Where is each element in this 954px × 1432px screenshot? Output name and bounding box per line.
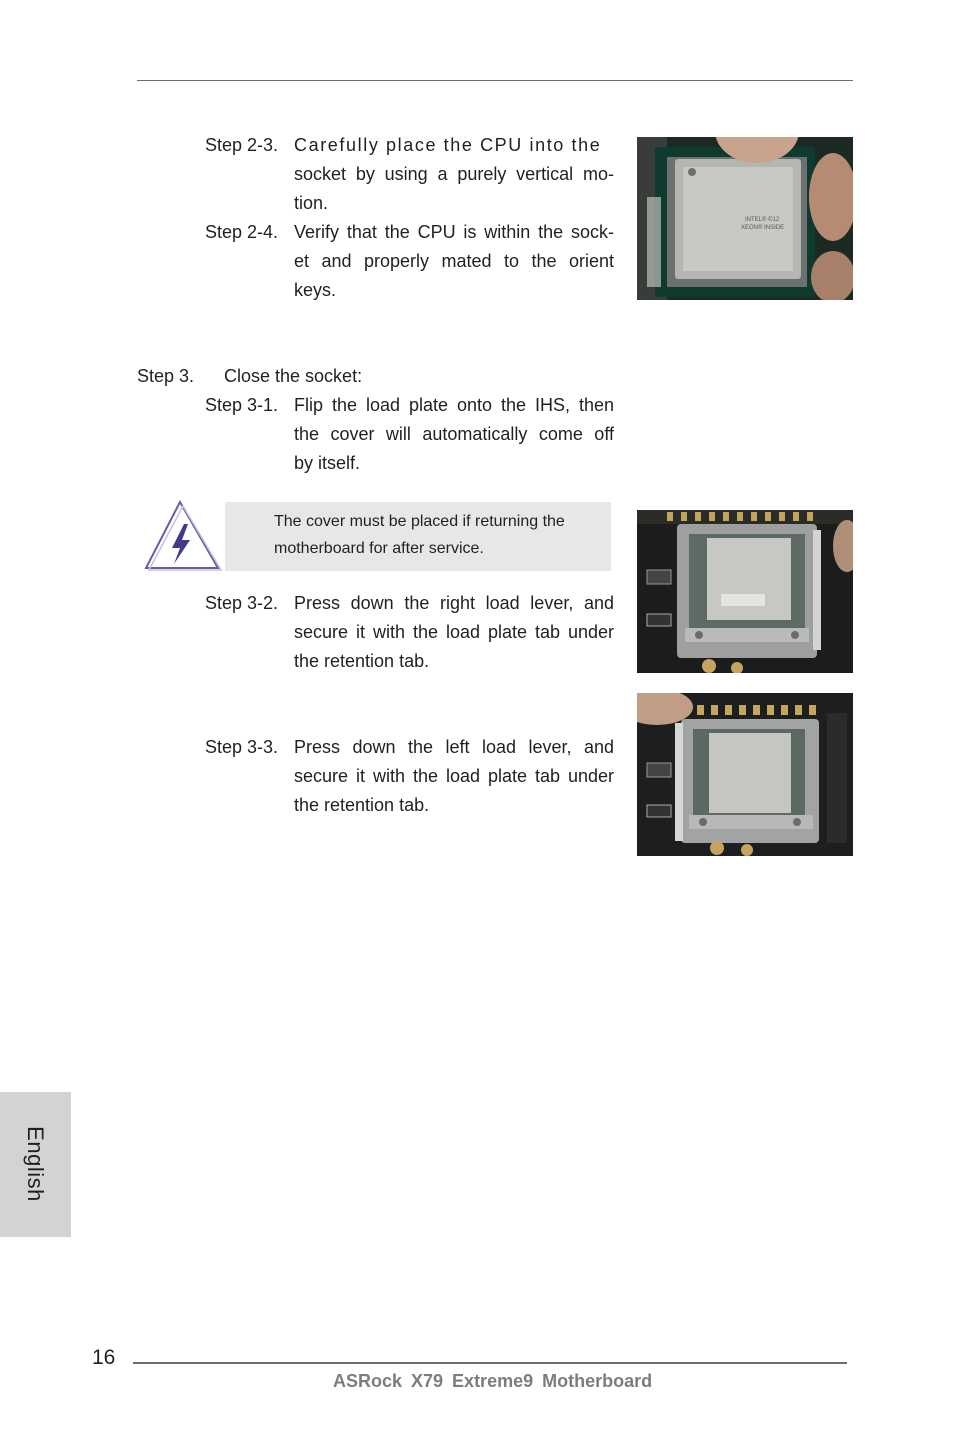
step-label: Step 2-4. [205, 222, 279, 242]
step-text-line: tion. [294, 193, 329, 213]
step-label: Step 3-1. [205, 395, 279, 415]
note-box [225, 502, 611, 571]
step-label: Step 3. [137, 366, 195, 386]
lightning-warning-triangle-icon [142, 498, 222, 574]
left-lever-photo [637, 693, 853, 856]
step-text-line: secure it with the load plate tab under [294, 766, 614, 786]
footer-rule [133, 1362, 847, 1364]
language-tab-label: English [23, 1126, 48, 1202]
note-text [274, 508, 604, 562]
step-label: Step 3-2. [205, 593, 279, 613]
cpu-placement-illustration [637, 137, 853, 300]
step-2-3-text-block [294, 131, 614, 218]
left-lever-illustration [637, 693, 853, 856]
step-text-line: the retention tab. [294, 651, 430, 671]
step-text: Close the socket: [224, 366, 363, 386]
header-rule [137, 80, 853, 81]
step-3-3-text-block [294, 733, 614, 820]
step-text-line: Verify that the CPU is within the sock- [294, 222, 614, 242]
step-text-line: secure it with the load plate tab under [294, 622, 614, 642]
note-line-1: The cover must be placed if returning the [274, 513, 565, 530]
step-label: Step 3-3. [205, 737, 279, 757]
step-text-line: Press down the left load lever, and [294, 737, 614, 757]
step-2-4-text-block [294, 218, 614, 305]
cpu-marking-1: INTEL® ©12 [745, 217, 780, 223]
step-3-2-text-block [294, 589, 614, 676]
footer-title: ASRock X79 Extreme9 Motherboard [333, 1371, 653, 1391]
step-text-line: by itself. [294, 453, 361, 473]
page-number: 16 [92, 1346, 116, 1369]
step-text-line: Carefully place the CPU into the [294, 135, 602, 155]
load-plate-closed-photo [637, 510, 853, 673]
step-text-line: the cover will automatically come off [294, 424, 614, 444]
step-text-line: et and properly mated to the orient [294, 251, 614, 271]
cpu-placement-photo [637, 137, 853, 300]
note-line-2: motherboard for after service. [274, 540, 484, 557]
step-text-line: Press down the right load lever, and [294, 593, 614, 613]
step-text-line: socket by using a purely vertical mo- [294, 164, 614, 184]
cpu-marking-2: XEON® INSIDE [741, 225, 785, 231]
step-text-line: the retention tab. [294, 795, 430, 815]
step-text-line: keys. [294, 280, 337, 300]
step-3-1-text-block [294, 391, 614, 478]
load-plate-closed-illustration [637, 510, 853, 673]
language-side-tab [0, 1092, 71, 1237]
step-label: Step 2-3. [205, 135, 279, 155]
step-text-line: Flip the load plate onto the IHS, then [294, 395, 614, 415]
